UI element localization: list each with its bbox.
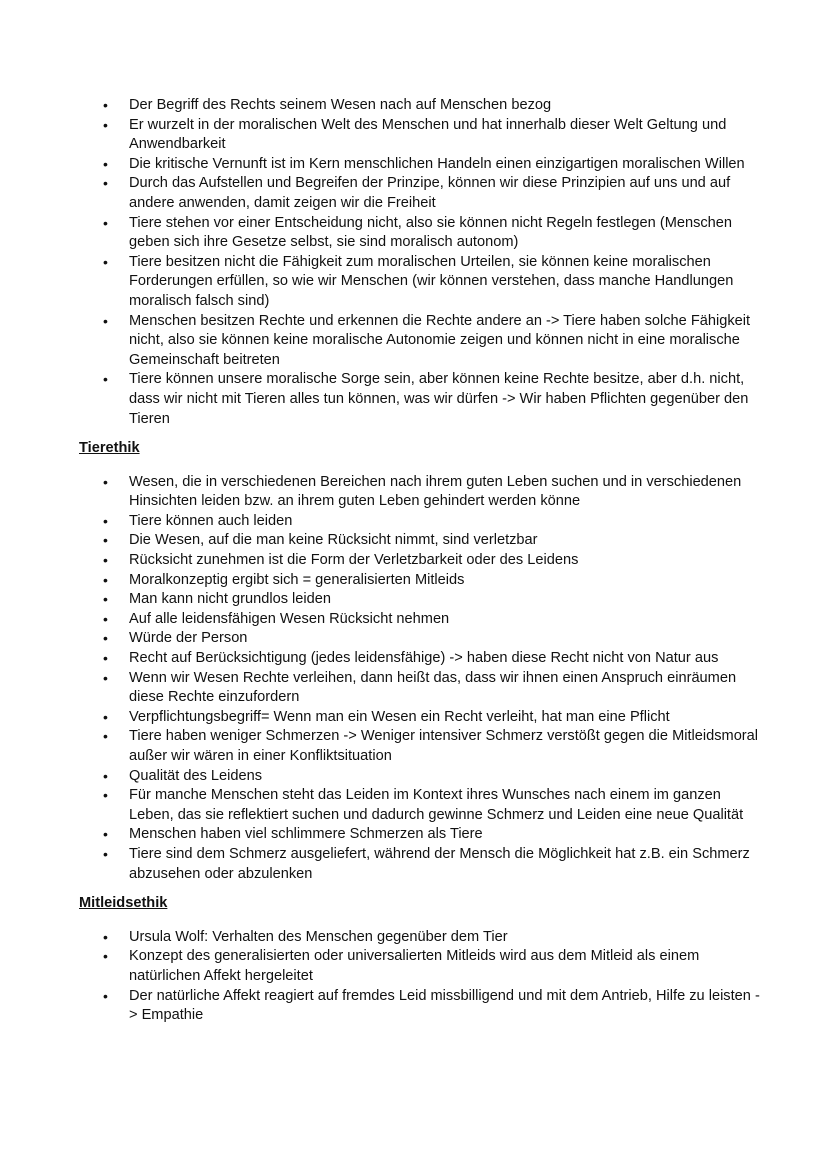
list-item bbox=[0, 253, 828, 312]
list-item bbox=[0, 987, 828, 1026]
list-item-text: Tiere können unsere moralische Sorge sein, aber können keine Rechte besitze, aber d.h. nicht, dass wir nicht mit Tieren alles tun können, was wir dürfen -> Wir haben Pflichten gegenüber den Tieren bbox=[129, 371, 749, 427]
list-item-text: Er wurzelt in der moralischen Welt des Menschen und hat innerhalb dieser Welt Geltung und Anwendbarkeit bbox=[129, 116, 727, 153]
list-item-text: Tiere sind dem Schmerz ausgeliefert, während der Mensch die Möglichkeit hat z.B. ein Schmerz abzusehen oder abzulenken bbox=[129, 845, 750, 882]
list-item-text: Wesen, die in verschiedenen Bereichen nach ihrem guten Leben suchen und in verschiedenen Hinsichten leiden bzw. an ihrem guten Leben gehindert werden könne bbox=[129, 473, 742, 510]
list-item bbox=[0, 610, 828, 630]
section-heading-tierethik: Tierethik bbox=[79, 440, 140, 457]
list-item bbox=[0, 551, 828, 571]
list-item-text: Verpflichtungsbegriff= Wenn man ein Wesen ein Recht verleiht, hat man eine Pflicht bbox=[129, 708, 670, 725]
bullet-icon: • bbox=[103, 650, 108, 667]
bullet-icon: • bbox=[103, 512, 108, 529]
list-item bbox=[0, 727, 828, 766]
list-item bbox=[0, 708, 828, 728]
list-item bbox=[0, 96, 828, 116]
bullet-list bbox=[0, 473, 828, 884]
list-item bbox=[0, 669, 828, 708]
bullet-icon: • bbox=[103, 571, 108, 588]
bullet-icon: • bbox=[103, 728, 108, 745]
section-heading-mitleidsethik: Mitleidsethik bbox=[79, 895, 168, 912]
bullet-list bbox=[0, 96, 828, 429]
list-item bbox=[0, 571, 828, 591]
bullet-icon: • bbox=[103, 630, 108, 647]
list-item bbox=[0, 312, 828, 371]
bullet-icon: • bbox=[103, 473, 108, 490]
list-item bbox=[0, 512, 828, 532]
bullet-icon: • bbox=[103, 610, 108, 627]
list-item bbox=[0, 116, 828, 155]
bullet-icon: • bbox=[103, 532, 108, 549]
list-item bbox=[0, 649, 828, 669]
list-item bbox=[0, 531, 828, 551]
bullet-icon: • bbox=[103, 708, 108, 725]
list-item-text: Qualität des Leidens bbox=[129, 767, 263, 784]
list-item-text: Menschen haben viel schlimmere Schmerzen als Tiere bbox=[129, 826, 483, 843]
bullet-icon: • bbox=[103, 116, 108, 133]
list-item-text: Tiere haben weniger Schmerzen -> Weniger intensiver Schmerz verstößt gegen die Mitleidsmoral außer wir wären in einer Konfliktsituation bbox=[129, 728, 759, 764]
list-item-text: Der natürliche Affekt reagiert auf fremdes Leid missbilligend und mit dem Antrieb, Hilfe zu leisten -> Empathie bbox=[129, 987, 760, 1024]
list-item bbox=[0, 928, 828, 948]
list-item-text: Durch das Aufstellen und Begreifen der Prinzipe, können wir diese Prinzipien auf uns und auf andere anwenden, damit zeigen wir die Freiheit bbox=[129, 175, 731, 211]
list-item bbox=[0, 370, 828, 429]
list-item bbox=[0, 590, 828, 610]
list-item bbox=[0, 214, 828, 253]
list-item bbox=[0, 629, 828, 649]
bullet-icon: • bbox=[103, 767, 108, 784]
list-item-text: Man kann nicht grundlos leiden bbox=[129, 591, 332, 608]
bullet-list bbox=[0, 928, 828, 1026]
list-item bbox=[0, 947, 828, 986]
bullet-icon: • bbox=[103, 175, 108, 192]
list-item-text: Der Begriff des Rechts seinem Wesen nach auf Menschen bezog bbox=[129, 97, 552, 113]
list-item-text: Für manche Menschen steht das Leiden im Kontext ihres Wunsches nach einem im ganzen Leben, das sie reflektiert suchen und dadurch gewinne Schmerz und Leiden eine neue Qualität bbox=[129, 787, 744, 823]
list-item bbox=[0, 473, 828, 512]
list-item-text: Tiere besitzen nicht die Fähigkeit zum moralischen Urteilen, sie können keine moralischen Forderungen erfüllen, so wie wir Menschen (wir können verstehen, dass manche Handlungen moralisch falsch sind) bbox=[129, 253, 734, 309]
bullet-icon: • bbox=[103, 371, 108, 388]
bullet-icon: • bbox=[103, 591, 108, 608]
list-item bbox=[0, 825, 828, 845]
list-item-text: Würde der Person bbox=[129, 630, 248, 647]
list-item-text: Auf alle leidensfähigen Wesen Rücksicht nehmen bbox=[129, 610, 450, 627]
bullet-icon: • bbox=[103, 987, 108, 1004]
list-item-text: Konzept des generalisierten oder universalierten Mitleids wird aus dem Mitleid als einem natürlichen Affekt hergeleitet bbox=[129, 948, 700, 984]
list-item bbox=[0, 155, 828, 175]
list-item-text: Ursula Wolf: Verhalten des Menschen gegenüber dem Tier bbox=[129, 928, 508, 945]
bullet-icon: • bbox=[103, 97, 108, 113]
bullet-icon: • bbox=[103, 845, 108, 862]
bullet-icon: • bbox=[103, 928, 108, 945]
list-item-text: Moralkonzeptig ergibt sich = generalisierten Mitleids bbox=[129, 571, 465, 588]
bullet-icon: • bbox=[103, 948, 108, 965]
list-item-text: Rücksicht zunehmen ist die Form der Verletzbarkeit oder des Leidens bbox=[129, 552, 579, 569]
bullet-icon: • bbox=[103, 155, 108, 172]
list-item-text: Tiere stehen vor einer Entscheidung nicht, also sie können nicht Regeln festlegen (Menschen geben sich ihre Gesetze selbst, sie sind moralisch autonom) bbox=[129, 214, 733, 251]
list-item-text: Wenn wir Wesen Rechte verleihen, dann heißt das, dass wir ihnen einen Anspruch einräumen diese Rechte einzufordern bbox=[129, 669, 737, 706]
list-item-text: Menschen besitzen Rechte und erkennen die Rechte andere an -> Tiere haben solche Fähigkeit nicht, also sie können keine moralische Autonomie zeigen und können nicht in eine moralische Gemeinschaft beitreten bbox=[129, 312, 751, 368]
list-item-text: Tiere können auch leiden bbox=[129, 512, 293, 529]
list-item-text: Recht auf Berücksichtigung (jedes leidensfähige) -> haben diese Recht nicht von Natur aus bbox=[129, 650, 719, 667]
bullet-icon: • bbox=[103, 826, 108, 843]
list-item bbox=[0, 845, 828, 884]
bullet-icon: • bbox=[103, 669, 108, 686]
document-page bbox=[0, 96, 828, 1026]
bullet-icon: • bbox=[103, 214, 108, 231]
bullet-icon: • bbox=[103, 787, 108, 804]
list-item bbox=[0, 767, 828, 787]
list-item-text: Die kritische Vernunft ist im Kern menschlichen Handeln einen einzigartigen moralischen Willen bbox=[129, 155, 745, 172]
list-item bbox=[0, 174, 828, 213]
bullet-icon: • bbox=[103, 312, 108, 329]
bullet-icon: • bbox=[103, 253, 108, 270]
list-item-text: Die Wesen, auf die man keine Rücksicht nimmt, sind verletzbar bbox=[129, 532, 538, 549]
list-item bbox=[0, 786, 828, 825]
bullet-icon: • bbox=[103, 552, 108, 569]
